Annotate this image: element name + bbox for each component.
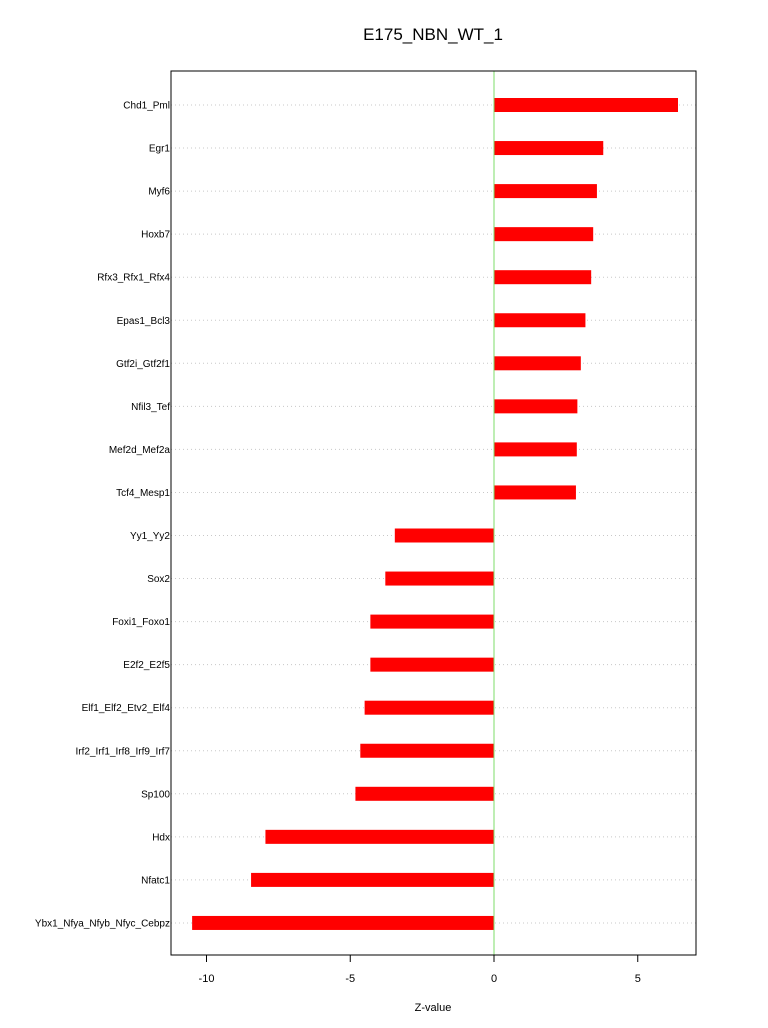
chart-title: E175_NBN_WT_1 — [363, 25, 503, 44]
x-axis-ticks — [199, 955, 641, 985]
category-label: Gtf2i_Gtf2f1 — [116, 358, 170, 370]
category-label: Mef2d_Mef2a — [108, 444, 170, 456]
bar-hdx — [265, 830, 494, 844]
category-label: Rfx3_Rfx1_Rfx4 — [97, 272, 170, 284]
category-label: Egr1 — [148, 143, 170, 155]
bar-nfatc1 — [251, 873, 494, 887]
bar-irf2-irf1-irf8-irf9-irf7 — [360, 744, 494, 758]
bar-sox2 — [385, 572, 494, 586]
category-label: Nfil3_Tef — [131, 401, 170, 413]
category-label: Tcf4_Mesp1 — [116, 487, 170, 499]
bar-egr1 — [494, 141, 603, 155]
x-tick-label: -10 — [198, 973, 215, 985]
bar-myf6 — [494, 184, 597, 198]
bar-elf1-elf2-etv2-elf4 — [365, 701, 494, 715]
category-label: Hoxb7 — [141, 229, 170, 241]
category-labels — [35, 101, 171, 930]
bar-hoxb7 — [494, 227, 593, 241]
bar-rfx3-rfx1-rfx4 — [494, 270, 591, 284]
bar-foxi1-foxo1 — [370, 615, 494, 629]
bar-mef2d-mef2a — [494, 442, 577, 456]
bar-nfil3-tef — [494, 399, 577, 413]
category-label: Epas1_Bcl3 — [116, 315, 170, 327]
x-tick-label: 0 — [490, 973, 498, 985]
category-label: Nfatc1 — [141, 875, 170, 887]
x-tick-label: -5 — [345, 973, 356, 985]
category-label: Sox2 — [147, 574, 170, 586]
category-label: Ybx1_Nfya_Nfyb_Nfyc_Cebpz — [34, 918, 170, 930]
bars — [192, 98, 678, 930]
x-tick-label: 5 — [634, 973, 641, 985]
category-label: Elf1_Elf2_Etv2_Elf4 — [81, 703, 170, 715]
category-label: Myf6 — [148, 186, 170, 198]
bar-gtf2i-gtf2f1 — [494, 356, 581, 370]
bar-chd1-pml — [494, 98, 678, 112]
category-label: E2f2_E2f5 — [123, 660, 170, 672]
x-axis-label: Z-value — [414, 1002, 452, 1014]
bar-e2f2-e2f5 — [370, 658, 494, 672]
plot-frame — [171, 71, 696, 955]
category-label: Hdx — [152, 832, 170, 844]
bar-yy1-yy2 — [395, 529, 494, 543]
category-label: Chd1_Pml — [123, 100, 170, 112]
category-label: Sp100 — [141, 789, 170, 801]
bar-tcf4-mesp1 — [494, 485, 576, 499]
bar-ybx1-nfya-nfyb-nfyc-cebpz — [192, 916, 494, 930]
bar-epas1-bcl3 — [494, 313, 585, 327]
bar-sp100 — [355, 787, 494, 801]
category-label: Yy1_Yy2 — [129, 531, 170, 542]
category-label: Foxi1_Foxo1 — [112, 617, 170, 629]
category-label: Irf2_Irf1_Irf8_Irf9_Irf7 — [75, 746, 170, 758]
